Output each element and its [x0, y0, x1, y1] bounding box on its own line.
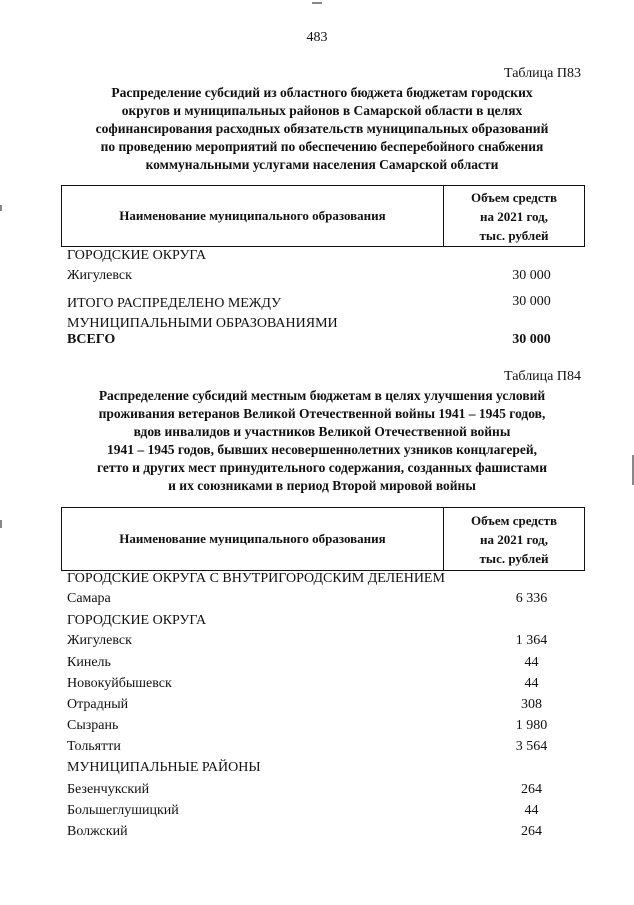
row-name: ИТОГО РАСПРЕДЕЛЕНО МЕЖДУ МУНИЦИПАЛЬНЫМИ ОБРАЗОВАНИЯМИ: [67, 296, 338, 331]
row-name: Безенчукский: [67, 782, 150, 797]
row-value: 308: [521, 697, 542, 712]
table-title-p84: [60, 387, 584, 495]
row-value: 264: [521, 824, 542, 839]
table-header-p84: [61, 507, 585, 571]
row-name: Волжский: [67, 824, 128, 839]
row-value: 30 000: [512, 332, 551, 347]
table-row: [67, 782, 585, 803]
table-header-p83: [61, 185, 585, 247]
column-header-volume: Объем средств на 2021 год, тыс. рублей: [470, 512, 558, 566]
title-line: 1941 – 1945 годов, бывших несовершеннолетних узников концлагерей,: [107, 442, 537, 457]
row-name: Тольятти: [67, 739, 121, 754]
table-title-p83: [60, 84, 584, 174]
row-value: 44: [524, 803, 539, 818]
table-label-p83: Таблица П83: [504, 66, 581, 81]
table-row-total: [67, 332, 585, 352]
title-line: Распределение субсидий из областного бюджета бюджетам городских: [111, 85, 533, 100]
row-value: 264: [521, 782, 542, 797]
row-name: Новокуйбышевск: [67, 676, 172, 691]
table-row: [67, 760, 585, 782]
table-row: [67, 633, 585, 655]
row-value: 44: [524, 655, 539, 670]
row-name: Самара: [67, 591, 111, 606]
row-name: ГОРОДСКИЕ ОКРУГА: [67, 613, 207, 628]
title-line: коммунальными услугами населения Самарской области: [145, 157, 499, 172]
row-value: 30 000: [512, 268, 551, 283]
column-header-name: Наименование муниципального образования: [62, 508, 444, 570]
title-line: гетто и других мест принудительного содержания, созданных фашистами: [96, 460, 548, 475]
table-row: [67, 571, 585, 591]
table-label-p84: Таблица П84: [504, 369, 581, 384]
table-row: [67, 739, 585, 760]
title-line: и их союзниками в период Второй мировой войны: [168, 478, 476, 493]
table-row: [67, 718, 585, 739]
row-name: Большеглушицкий: [67, 803, 179, 818]
row-value: 3 564: [515, 739, 548, 754]
row-value: 44: [524, 676, 539, 691]
row-value: 6 336: [515, 591, 548, 606]
table-row: [67, 248, 585, 268]
table-row: [67, 268, 585, 294]
table-row: [67, 294, 585, 332]
scan-artifact: [312, 2, 322, 4]
table-row: [67, 824, 585, 845]
column-header-volume: Объем средств на 2021 год, тыс. рублей: [470, 189, 558, 243]
title-line: вдов инвалидов и участников Великой Отечественной войны: [133, 424, 511, 439]
scan-artifact: [0, 520, 2, 528]
row-name: ГОРОДСКИЕ ОКРУГА: [67, 248, 207, 263]
table-row: [67, 697, 585, 718]
row-name: ГОРОДСКИЕ ОКРУГА С ВНУТРИГОРОДСКИМ ДЕЛЕНИЕМ: [67, 571, 445, 586]
title-line: софинансирования расходных обязательств муниципальных образований: [95, 121, 549, 136]
table-row: [67, 591, 585, 613]
table-body-p83: [67, 248, 585, 352]
row-name: МУНИЦИПАЛЬНЫЕ РАЙОНЫ: [67, 760, 261, 775]
table-row: [67, 676, 585, 697]
row-name: Жигулевск: [67, 633, 132, 648]
page-number: 483: [306, 30, 328, 45]
table-row: [67, 803, 585, 824]
row-value: 30 000: [512, 294, 551, 309]
row-name: Кинель: [67, 655, 111, 670]
title-line: округов и муниципальных районов в Самарской области в целях: [121, 103, 523, 118]
column-header-name: Наименование муниципального образования: [62, 186, 444, 246]
row-name: Жигулевск: [67, 268, 132, 283]
table-body-p84: [67, 571, 585, 845]
row-value: 1 980: [515, 718, 548, 733]
table-row: [67, 613, 585, 633]
row-name: Сызрань: [67, 718, 119, 733]
row-name: ВСЕГО: [67, 332, 116, 347]
title-line: проживания ветеранов Великой Отечественной войны 1941 – 1945 годов,: [98, 406, 546, 421]
title-line: по проведению мероприятий по обеспечению бесперебойного снабжения: [100, 139, 544, 154]
scan-artifact: [0, 205, 2, 211]
title-line: Распределение субсидий местным бюджетам в целях улучшения условий: [98, 388, 546, 403]
table-row: [67, 655, 585, 676]
row-value: 1 364: [515, 633, 548, 648]
row-name: Отрадный: [67, 697, 129, 712]
